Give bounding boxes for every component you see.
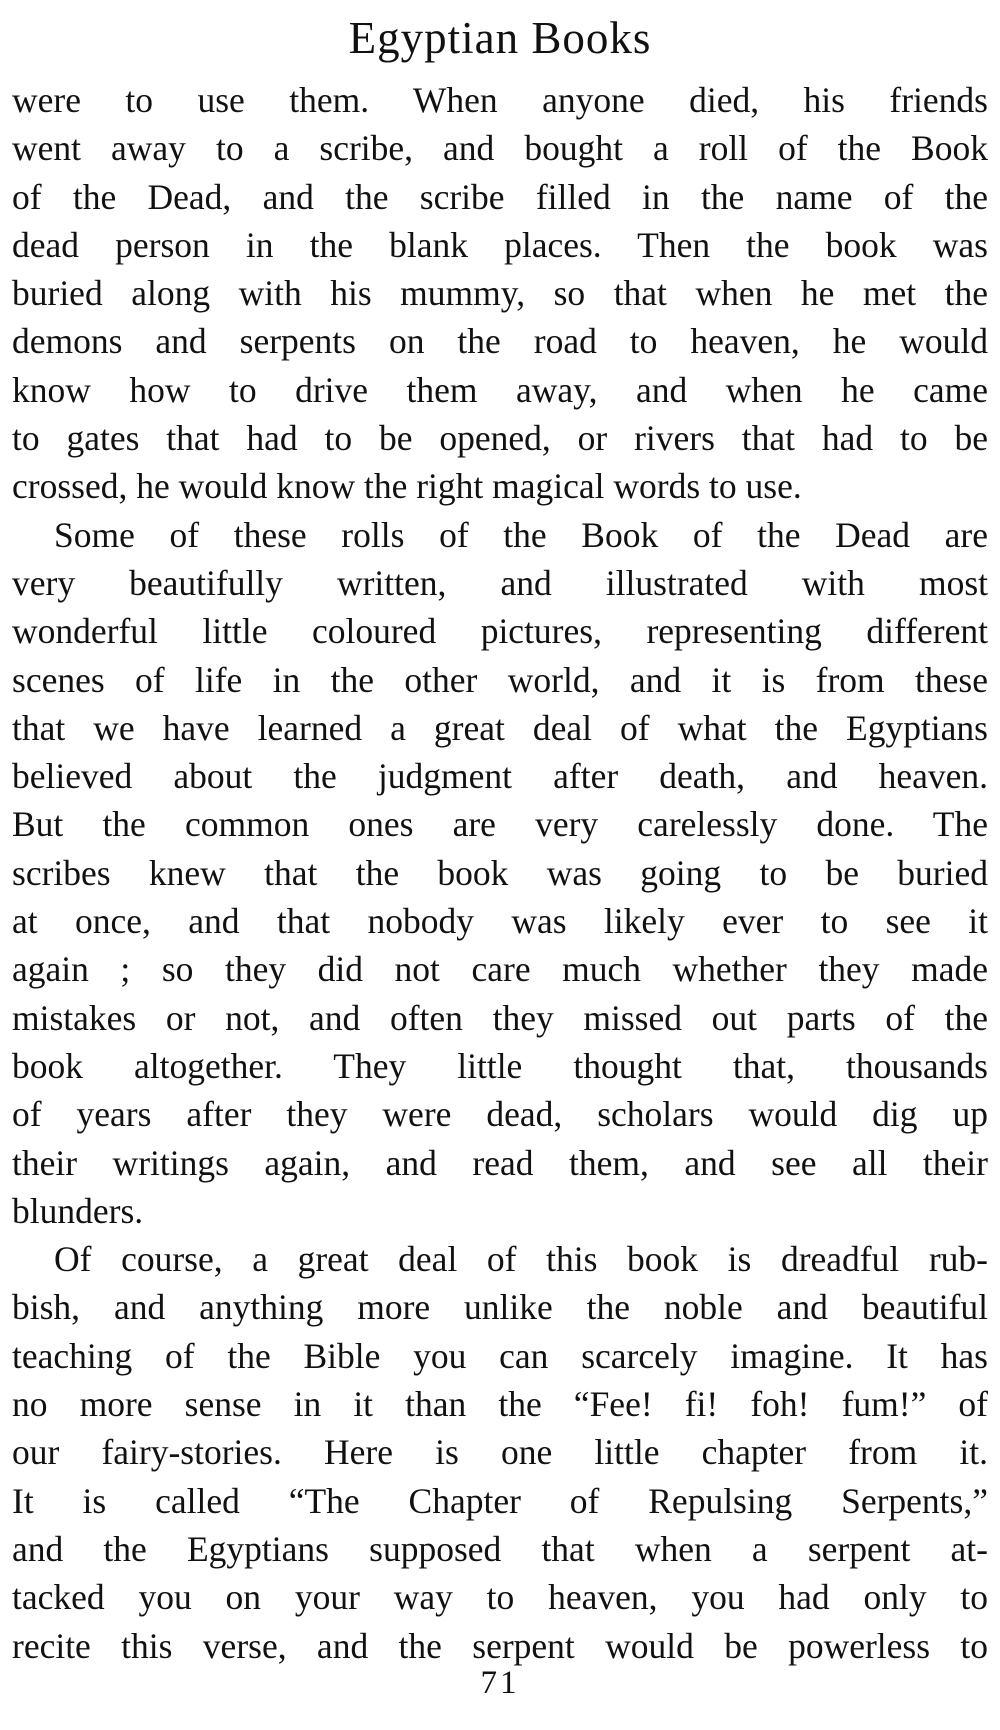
text-line: no more sense in it than the “Fee! fi! foh! fum!” of	[12, 1384, 988, 1425]
paragraph	[12, 511, 988, 1235]
text-line: and the Egyptians supposed that when a serpent at-	[12, 1528, 988, 1569]
text-line: mistakes or not, and often they missed out parts of the	[12, 997, 988, 1038]
text-line: were to use them. When anyone died, his friends	[12, 80, 988, 120]
text-line: scribes knew that the book was going to be buried	[12, 852, 988, 893]
text-line: know how to drive them away, and when he came	[12, 369, 988, 410]
paragraph	[12, 1235, 988, 1670]
body-text	[12, 76, 988, 1670]
text-line: again ; so they did not care much whether they made	[12, 949, 988, 990]
running-header: Egyptian Books	[348, 13, 652, 63]
text-line: teaching of the Bible you can scarcely imagine. It has	[12, 1335, 988, 1376]
text-line: bish, and anything more unlike the noble and beautiful	[12, 1287, 988, 1328]
text-line: scenes of life in the other world, and it is from these	[12, 659, 988, 700]
text-line: wonderful little coloured pictures, representing different	[12, 611, 988, 652]
text-line: Some of these rolls of the Book of the Dead are	[54, 514, 988, 555]
text-line: tacked you on your way to heaven, you had only to	[12, 1577, 988, 1618]
text-line: It is called “The Chapter of Repulsing Serpents,”	[12, 1480, 988, 1521]
text-line: Of course, a great deal of this book is dreadful rub-	[54, 1239, 988, 1280]
text-line: of years after they were dead, scholars would dig up	[12, 1094, 988, 1135]
text-line: But the common ones are very carelessly done. The	[12, 804, 988, 845]
text-line: blunders.	[12, 1190, 144, 1231]
text-line: book altogether. They little thought that, thousands	[12, 1045, 988, 1086]
text-line: of the Dead, and the scribe filled in the name of the	[12, 176, 988, 217]
text-line: recite this verse, and the serpent would be powerless to	[12, 1625, 988, 1666]
text-line: that we have learned a great deal of what the Egyptians	[12, 707, 988, 748]
text-line: our fairy-stories. Here is one little chapter from it.	[12, 1432, 988, 1473]
text-line: crossed, he would know the right magical words to use.	[12, 466, 802, 507]
text-line: believed about the judgment after death, and heaven.	[12, 756, 988, 797]
page-number: 71	[480, 1665, 520, 1701]
text-line: went away to a scribe, and bought a roll of the Book	[12, 128, 988, 169]
text-line: their writings again, and read them, and see all their	[12, 1142, 988, 1183]
text-line: dead person in the blank places. Then the book was	[12, 224, 988, 265]
text-line: demons and serpents on the road to heaven, he would	[12, 321, 988, 362]
paragraph	[12, 76, 988, 511]
text-line: buried along with his mummy, so that when he met the	[12, 273, 988, 314]
text-line: to gates that had to be opened, or rivers that had to be	[12, 418, 988, 459]
text-line: at once, and that nobody was likely ever to see it	[12, 901, 988, 942]
text-line: very beautifully written, and illustrated with most	[12, 562, 988, 603]
